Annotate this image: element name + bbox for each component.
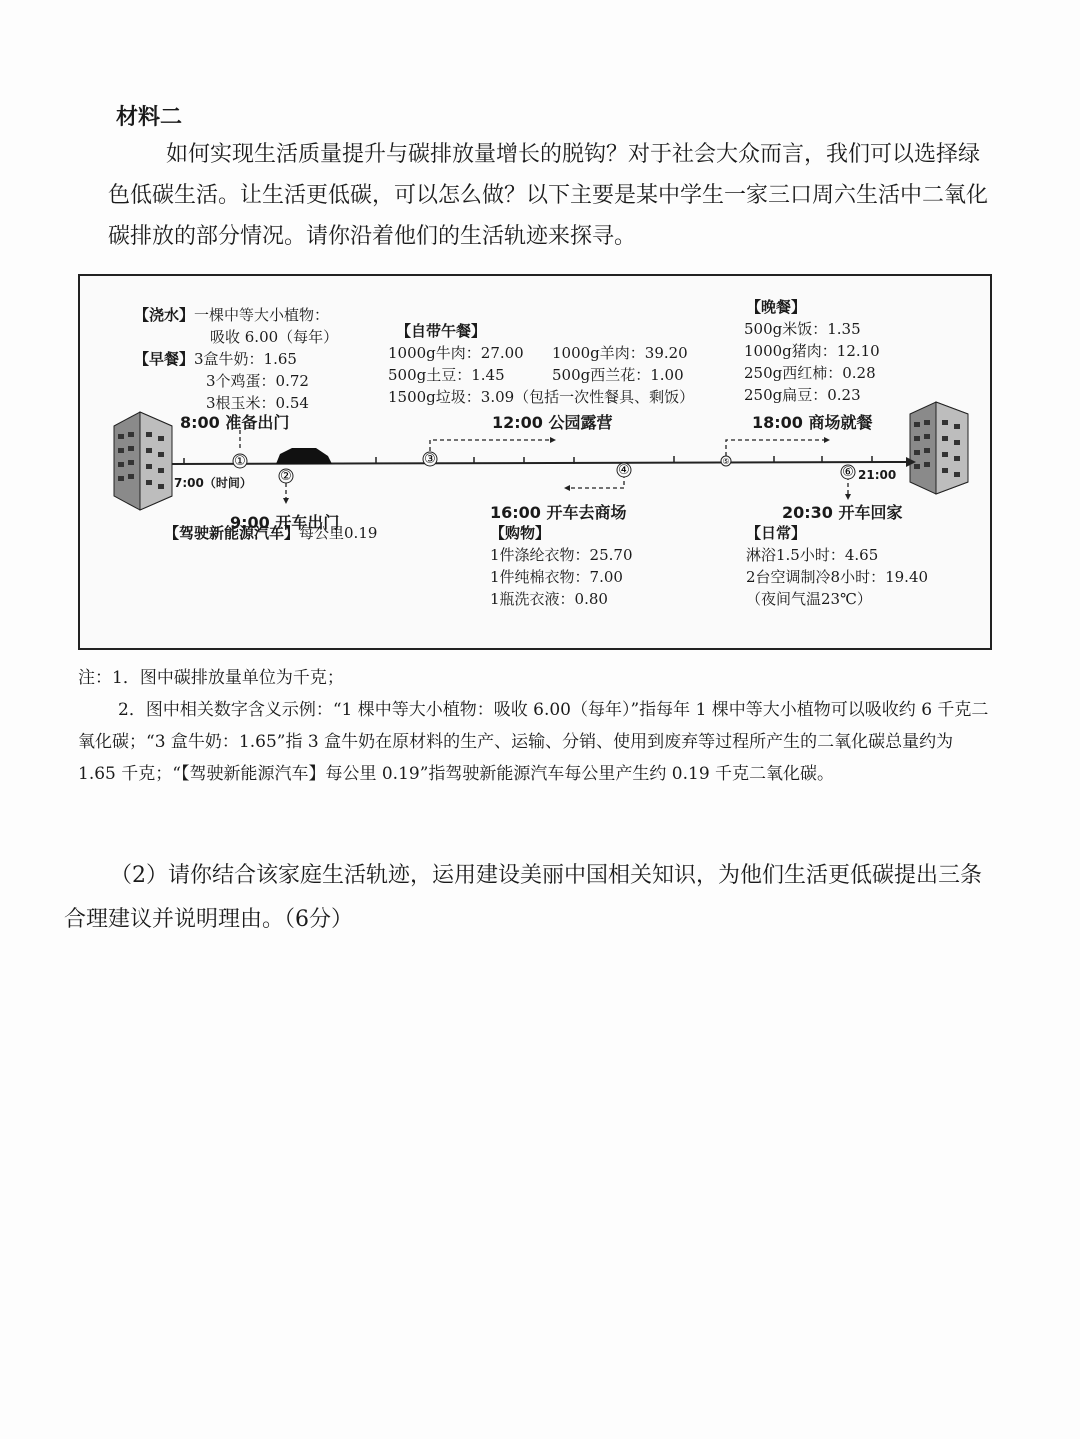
lunch-broccoli: 500g西兰花：1.00 xyxy=(552,366,684,384)
svg-text:①: ① xyxy=(234,454,246,469)
car-icon xyxy=(276,448,332,464)
watering-info: 【浇水】一棵中等大小植物： xyxy=(134,306,330,324)
dinner-tomato: 250g西红柿：0.28 xyxy=(744,364,876,382)
shopping-cotton: 1件纯棉衣物：7.00 xyxy=(490,568,623,586)
event-12-00: 12:00 公园露营 xyxy=(492,413,613,432)
daily-night-temp: （夜间气温23℃） xyxy=(746,590,872,608)
lunch-tag: 【自带午餐】 xyxy=(396,322,487,340)
drive-info: 【驾驶新能源汽车】每公里0.19 xyxy=(164,524,378,542)
dinner-rice: 500g米饭：1.35 xyxy=(744,320,861,338)
daily-shower: 淋浴1.5小时：4.65 xyxy=(746,546,879,564)
event-18-00: 18:00 商场就餐 xyxy=(752,413,873,432)
daily-aircon: 2台空调制冷8小时：19.40 xyxy=(746,568,929,586)
breakfast-item-eggs: 3个鸡蛋：0.72 xyxy=(206,372,309,390)
question-2: （2）请你结合该家庭生活轨迹，运用建设美丽中国相关知识，为他们生活更低碳提出三条合理建议并说明理由。（6分） xyxy=(64,863,983,932)
daily-tag: 【日常】 xyxy=(746,524,807,542)
material-heading: 材料二 xyxy=(116,104,183,130)
lunch-mutton: 1000g羊肉：39.20 xyxy=(552,344,688,362)
svg-text:⑤: ⑤ xyxy=(722,457,730,466)
lunch-garbage: 1500g垃圾：3.09（包括一次性餐具、剩饭） xyxy=(388,388,695,406)
lunch-potato: 500g土豆：1.45 xyxy=(388,366,505,384)
svg-text:②: ② xyxy=(280,469,292,484)
shopping-polyester: 1件涤纶衣物：25.70 xyxy=(490,546,633,564)
event-8-00: 8:00 准备出门 xyxy=(180,413,290,432)
note-1: 注：1．图中碳排放量单位为千克； xyxy=(78,668,344,688)
event-9-00: 9:00 开车出门 xyxy=(230,513,340,532)
dinner-tag: 【晚餐】 xyxy=(746,298,807,316)
left-building-icon xyxy=(114,412,172,510)
axis-end-label: 21:00 xyxy=(858,468,897,482)
svg-text:③: ③ xyxy=(424,452,436,467)
shopping-detergent: 1瓶洗衣液：0.80 xyxy=(490,590,608,608)
event-20-30: 20:30 开车回家 xyxy=(782,503,903,522)
watering-absorb: 吸收 6.00（每年） xyxy=(210,328,339,346)
right-building-icon xyxy=(910,402,968,494)
axis-start-label: 7:00（时间） xyxy=(174,476,252,490)
shopping-tag: 【购物】 xyxy=(490,524,551,542)
lunch-beef: 1000g牛肉：27.00 xyxy=(388,344,524,362)
dinner-pork: 1000g猪肉：12.10 xyxy=(744,342,880,360)
svg-text:⑥: ⑥ xyxy=(842,465,854,480)
breakfast-item-corn: 3根玉米：0.54 xyxy=(206,394,309,412)
event-16-00: 16:00 开车去商场 xyxy=(490,503,627,522)
timeline-figure xyxy=(78,274,992,650)
breakfast-info: 【早餐】3盒牛奶：1.65 xyxy=(134,350,297,368)
material-paragraph: 如何实现生活质量提升与碳排放量增长的脱钩？对于社会大众而言，我们可以选择绿色低碳生活。让生活更低碳，可以怎么做？以下主要是某中学生一家三口周六生活中二氧化碳排放的部分情况。请你沿着他们的生活轨迹来探寻。 xyxy=(108,142,989,249)
dinner-beans: 250g扁豆：0.23 xyxy=(744,386,861,404)
svg-text:④: ④ xyxy=(618,463,630,478)
note-2: 2．图中相关数字含义示例：“1 棵中等大小植物：吸收 6.00（每年）”指每年 1 棵中等大小植物可以吸收约 6 千克二氧化碳；“3 盒牛奶：1.65”指 3 盒牛奶在原材料的生产、运输、分销、使用到废弃等过程所产生的二氧化碳总量约为 1.65 千克；“【驾驶新能源汽车】每公里 0.19”指驾驶新能源汽车每公里产生约 0.19 千克二氧化碳。 xyxy=(78,700,989,784)
